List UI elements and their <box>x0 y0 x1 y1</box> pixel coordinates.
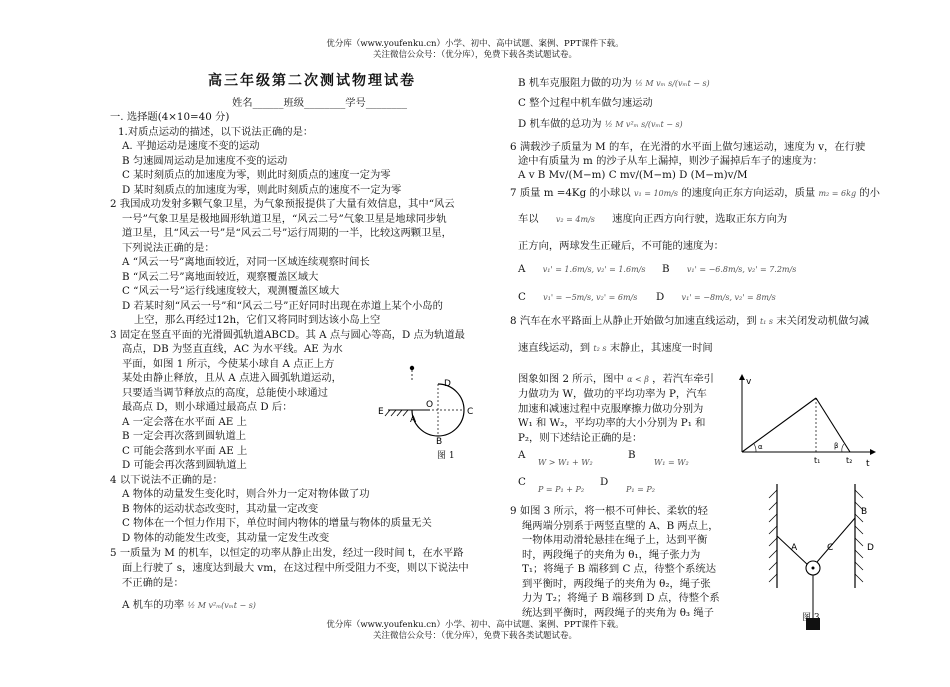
q8-option-d-label: D <box>600 476 609 488</box>
q2-stem-3: 道卫星，且“风云一号”是“风云二号”运行周期的一半，比较这两颗卫星， <box>122 227 452 239</box>
q7-line-1-a: 7 质量 m =4Kg 的小球以 <box>510 187 631 199</box>
q9-line-1: 9 如图 3 所示，将一根不可伸长、柔软的轻 <box>510 505 708 517</box>
q3-stem-2: 高点，DB 为竖直直线，AC 为水平线。AE 为水 <box>122 343 343 355</box>
q7-option-c-label: C <box>518 291 526 303</box>
q8-option-d-formula: P₁ = P₂ <box>626 485 655 494</box>
q7-option-d-label: D <box>656 291 665 303</box>
q9-line-2: 绳两端分别系于两竖直壁的 A、B 两点上， <box>522 520 719 532</box>
q8-line-7: P₂，则下述结论正确的是： <box>518 432 643 444</box>
q3-option-a: A 一定会落在水平面 AE 上 <box>122 416 247 428</box>
q7-option-b <box>662 262 796 278</box>
q5-option-a-label: A 机车的功率 <box>122 599 185 611</box>
q8-option-a-label: A <box>518 449 526 461</box>
name-line: 姓名______班级________学号________ <box>232 97 408 109</box>
fig1-label-c: C <box>467 407 474 417</box>
q8-alpha-beta: α < β <box>627 375 649 384</box>
q6-stem-1: 6 满载沙子质量为 M 的车，在光滑的水平面上做匀速运动，速度为 v，在行驶 <box>510 141 866 153</box>
q7-line-1-c: 的小 <box>859 187 880 199</box>
footer-line-1: 优分库（www.youfenku.cn）小学、初中、高中试题、案例、PPT课件下载。 <box>326 620 624 630</box>
q8-line-3 <box>518 372 714 388</box>
q5-stem-1: 5 一质量为 M 的机车，以恒定的功率从静止出发，经过一段时间 t，在水平路 <box>110 547 464 559</box>
q7-option-a-label: A <box>518 263 526 275</box>
q9-line-4: 时，两段绳子的夹角为 θ₁，绳子张力为 <box>522 549 701 561</box>
q8-line-3-a: 图象如图 2 所示，图中 <box>518 373 624 385</box>
q5-option-b-label: B 机车克服阻力做的功为 <box>518 77 632 89</box>
q9-line-6: 到平衡时，两段绳子的夹角为 θ₂，绳子张 <box>522 578 711 590</box>
fig1-label-b: B <box>436 437 443 447</box>
fig3-label-b: B <box>861 507 868 517</box>
q1-option-d: D 某时刻质点的加速度为零，则此时刻质点的速度不一定为零 <box>122 184 402 196</box>
q7-option-c <box>518 290 637 306</box>
q8-line-1-b: 末关闭发动机做匀减 <box>776 315 869 327</box>
fig1-label-a: A <box>410 415 417 425</box>
q4-stem: 4 以下说法不正确的是： <box>110 474 223 486</box>
figure-2-vt-graph <box>738 372 878 472</box>
q7-option-b-label: B <box>662 263 670 275</box>
q8-t1: t₁ s <box>759 317 774 326</box>
q4-option-b: B 物体的运动状态改变时，其动量一定改变 <box>122 503 319 515</box>
fig1-label-o: O <box>426 400 434 410</box>
q5-option-c: C 整个过程中机车做匀速运动 <box>518 97 653 109</box>
q5-stem-2: 面上行驶了 s，速度达到最大 vm，在这过程中所受阻力不变，则以下说法中 <box>122 562 469 574</box>
q9-line-3: 一物体用动滑轮悬挂在绳子上，达到平衡 <box>522 534 708 546</box>
q1-stem: 1.对质点运动的描述，以下说法正确的是： <box>118 126 314 138</box>
q5-option-d <box>518 117 683 133</box>
q2-stem-1: 2 我国成功发射多颗气象卫星，为气象预报提供了大量有效信息，其中“风云 <box>110 198 455 210</box>
q1-option-a: A. 平抛运动是速度不变的运动 <box>122 140 260 152</box>
q5-option-b-formula: ½ M vₘ s/(vₘt − s) <box>635 79 710 88</box>
q7-line-2 <box>518 212 787 228</box>
header-line-2: 关注微信公众号：（优分库），免费下载各类试题试卷。 <box>372 50 577 60</box>
fig3-label-a: A <box>791 543 798 553</box>
q8-line-1 <box>510 314 869 330</box>
q5-option-d-formula: ½ M v²ₘ s/(vₘt − s) <box>604 120 683 129</box>
fig3-label-c: C <box>827 543 834 553</box>
fig2-beta: β <box>834 442 839 450</box>
q1-option-c: C 某时刻质点的加速度为零，则此时刻质点的速度一定为零 <box>122 169 391 181</box>
q5-option-b <box>518 76 710 92</box>
q7-option-a <box>518 262 645 278</box>
q8-line-2 <box>518 341 713 357</box>
footer-line-2: 关注微信公众号：（优分库），免费下载各类试题试卷。 <box>372 631 577 641</box>
q5-option-a <box>122 598 256 614</box>
q7-option-d <box>656 290 776 306</box>
q2-option-a: A “风云一号”离地面较近，对同一区域连续观察时间长 <box>122 256 370 268</box>
q7-option-d-formula: v₁' = −8m/s, v₂' = 8m/s <box>681 293 776 302</box>
q6-stem-2: 途中有质量为 m 的沙子从车上漏掉，则沙子漏掉后车子的速度为： <box>518 155 823 167</box>
section-heading: 一. 选择题(4×10=40 分) <box>110 111 230 123</box>
q7-option-b-formula: v₁' = −6.8m/s, v₂' = 7.2m/s <box>686 265 797 274</box>
fig2-t2: t₂ <box>846 456 853 465</box>
q7-v2-formula: v₂ = 4m/s <box>555 215 595 224</box>
q8-option-b-label: B <box>628 449 636 461</box>
fig2-alpha: α <box>758 443 763 451</box>
q6-options: A v B Mv/(M−m) C mv/(M−m) D (M−m)v/M <box>518 169 748 181</box>
q3-stem-4: 某处由静止释放，且从 A 点进入圆弧轨道运动， <box>122 372 342 384</box>
q7-option-a-formula: v₁' = 1.6m/s, v₂' = 1.6m/s <box>542 265 646 274</box>
q2-option-d-2: 上空，那么再经过12h，它们又将同时到达该小岛上空 <box>134 314 381 326</box>
q4-option-a: A 物体的动量发生变化时，则合外力一定对物体做了功 <box>122 488 370 500</box>
q8-t2: t₂ s <box>593 344 607 353</box>
fig2-axis-v: v <box>746 377 752 387</box>
header-line-1: 优分库（www.youfenku.cn）小学、初中、高中试题、案例、PPT课件下载。 <box>326 39 624 49</box>
q2-stem-4: 下列说法正确的是： <box>122 242 215 254</box>
q8-option-a-formula: W > W₁ + W₂ <box>538 458 593 467</box>
q8-line-4: 力做功为 W，做功的平均功率为 P，汽车 <box>518 388 707 400</box>
q8-option-c-label: C <box>518 476 526 488</box>
q3-option-b: B 一定会再次落到圆轨道上 <box>122 430 247 442</box>
q8-option-c-formula: P = P₁ + P₂ <box>538 485 585 494</box>
q2-option-c: C “风云一号”运行线速度较大，观测覆盖区域大 <box>122 285 340 297</box>
q2-option-b: B “风云二号”离地面较近，观察覆盖区域大 <box>122 271 319 283</box>
q8-line-5: 加速和减速过程中克服摩擦力做功分别为 <box>518 403 704 415</box>
q8-line-6: W₁ 和 W₂，平均功率的大小分别为 P₁ 和 <box>518 417 706 429</box>
q2-option-d-1: D 若某时刻“风云一号”和“风云二号”正好同时出现在赤道上某个小岛的 <box>122 300 443 312</box>
fig1-label-d: D <box>444 379 451 389</box>
fig3-label-d: D <box>867 543 874 553</box>
q9-line-8: 统达到平衡时，两段绳子的夹角为 θ₃ 绳子 <box>522 607 714 619</box>
q7-option-c-formula: v₁' = −5m/s, v₂' = 6m/s <box>543 293 638 302</box>
q8-line-2-a: 速直线运动，到 <box>518 342 591 354</box>
q7-line-2-b: 速度向正西方向行驶，选取正东方向为 <box>612 213 788 225</box>
figure-3-pulley <box>755 478 885 638</box>
fig2-axis-t: t <box>866 459 870 469</box>
q8-option-b-formula: W₁ = W₂ <box>654 458 689 467</box>
q5-option-d-label: D 机车做的总功为 <box>518 118 602 130</box>
q3-stem-6: 最高点 D，则小球通过最高点 D 后： <box>122 401 293 413</box>
q7-line-2-a: 车以 <box>518 213 539 225</box>
figure-1-caption: 图 1 <box>437 451 455 461</box>
q9-line-5: T₁；将绳子 B 端移到 C 点，待整个系统达 <box>522 563 716 575</box>
q4-option-d: D 物体的动能发生改变，其动量一定发生改变 <box>122 532 330 544</box>
q8-line-1-a: 8 汽车在水平路面上从静止开始做匀加速直线运动，到 <box>510 315 757 327</box>
q3-option-d: D 可能会再次落到圆轨道上 <box>122 459 247 471</box>
q2-stem-2: 一号”气象卫星是极地圆形轨道卫星，“风云二号”气象卫星是地球同步轨 <box>122 213 447 225</box>
q7-line-3: 正方向，两球发生正碰后，不可能的速度为： <box>518 240 724 252</box>
figure-1-circular-track <box>370 358 480 458</box>
q1-option-b: B 匀速圆周运动是加速度不变的运动 <box>122 155 288 167</box>
q5-option-a-formula: ½ M v²ₘ(vₘt − s) <box>187 601 256 610</box>
q5-stem-3: 不正确的是： <box>122 577 184 589</box>
q9-line-7: 力为 T₂；将绳子 B 端移到 D 点，待整个系 <box>522 592 720 604</box>
q3-option-c: C 可能会落到水平面 AE 上 <box>122 445 248 457</box>
page-title: 高三年级第二次测试物理试卷 <box>208 73 416 89</box>
q8-line-3-b: ，若汽车牵引 <box>652 373 714 385</box>
q7-v1-formula: v₁ = 10m/s <box>633 189 679 198</box>
q7-m2-formula: m₂ = 6kg <box>818 189 857 198</box>
q7-line-1 <box>510 186 880 202</box>
q8-line-2-b: 末静止，其速度一时间 <box>609 342 713 354</box>
figure-3-caption: 图 3 <box>802 613 820 623</box>
q7-line-1-b: 的速度向正东方向运动，质量 <box>681 187 816 199</box>
q3-stem-3: 平面，如图 1 所示，今使某小球自 A 点正上方 <box>122 358 335 370</box>
fig1-label-e: E <box>378 407 384 417</box>
q3-stem-1: 3 固定在竖直平面的光滑圆弧轨道ABCD。其 A 点与圆心等高，D 点为轨道最 <box>110 329 465 341</box>
q4-option-c: C 物体在一个恒力作用下，单位时间内物体的增量与物体的质量无关 <box>122 517 432 529</box>
fig2-t1: t₁ <box>814 456 821 465</box>
q3-stem-5: 只要适当调节释放点的高度，总能使小球通过 <box>122 387 328 399</box>
